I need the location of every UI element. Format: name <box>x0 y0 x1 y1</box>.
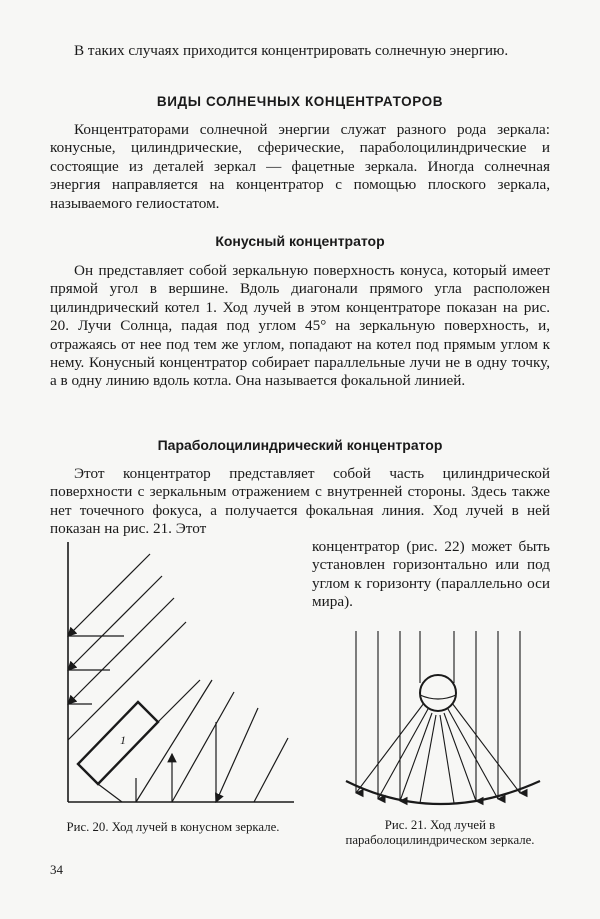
figure-20-caption: Рис. 20. Ход лучей в конусном зеркале. <box>66 820 280 834</box>
figure-20-conical-diagram <box>62 542 302 812</box>
intro-paragraph: В таких случаях приходится концентрировать солнечную энергию. <box>74 42 509 59</box>
parabolic-paragraph: Этот концентратор представляет собой часть цилиндрической поверхности с зеркальным отражением с внутренней стороны. Здесь также нет точечного фокуса, а получается фокальная линия. Ход лучей в ней показан на рис. 21. Этот <box>50 465 550 538</box>
figure-20-kettle-label: 1 <box>120 733 126 747</box>
figure-21-caption: Рис. 21. Ход лучей в параболоцилиндрическом зеркале. <box>345 818 535 847</box>
parabolic-paragraph-continued: концентратор (рис. 22) может быть установлен горизонтально или под углом к горизонту (параллельно оси мира). <box>312 538 550 611</box>
page-number: 34 <box>50 862 63 877</box>
figure-21-parabolic-diagram <box>344 625 544 815</box>
section-heading-parabolic: Параболоцилиндрический концентратор <box>157 437 443 453</box>
section-heading-types: ВИДЫ СОЛНЕЧНЫХ КОНЦЕНТРАТОРОВ <box>156 94 444 109</box>
section-heading-conical: Конусный концентратор <box>215 233 385 249</box>
types-paragraph: Концентраторами солнечной энергии служат разного рода зеркала: конусные, цилиндрические, сферические, параболоцилиндрические и состоящие из деталей зеркал — фацетные зеркала. Иногда солнечная энергия направляется на концентратор с помощью плоского зеркала, называемого гелиостатом. <box>50 121 550 212</box>
conical-paragraph: Он представляет собой зеркальную поверхность конуса, который имеет прямой угол в вершине. Вдоль диагонали прямого угла расположен цилиндрический котел 1. Ход лучей в этом концентраторе показан на рис. 20. Лучи Солнца, падая под углом 45° на зеркальную поверхность, и, отражаясь от нее под тем же углом, попадают на котел под прямым углом к нему. Конусный концентратор собирает параллельные лучи не в одну точку, а в одну линию вдоль котла. Она называется фокальной линией. <box>50 262 550 390</box>
